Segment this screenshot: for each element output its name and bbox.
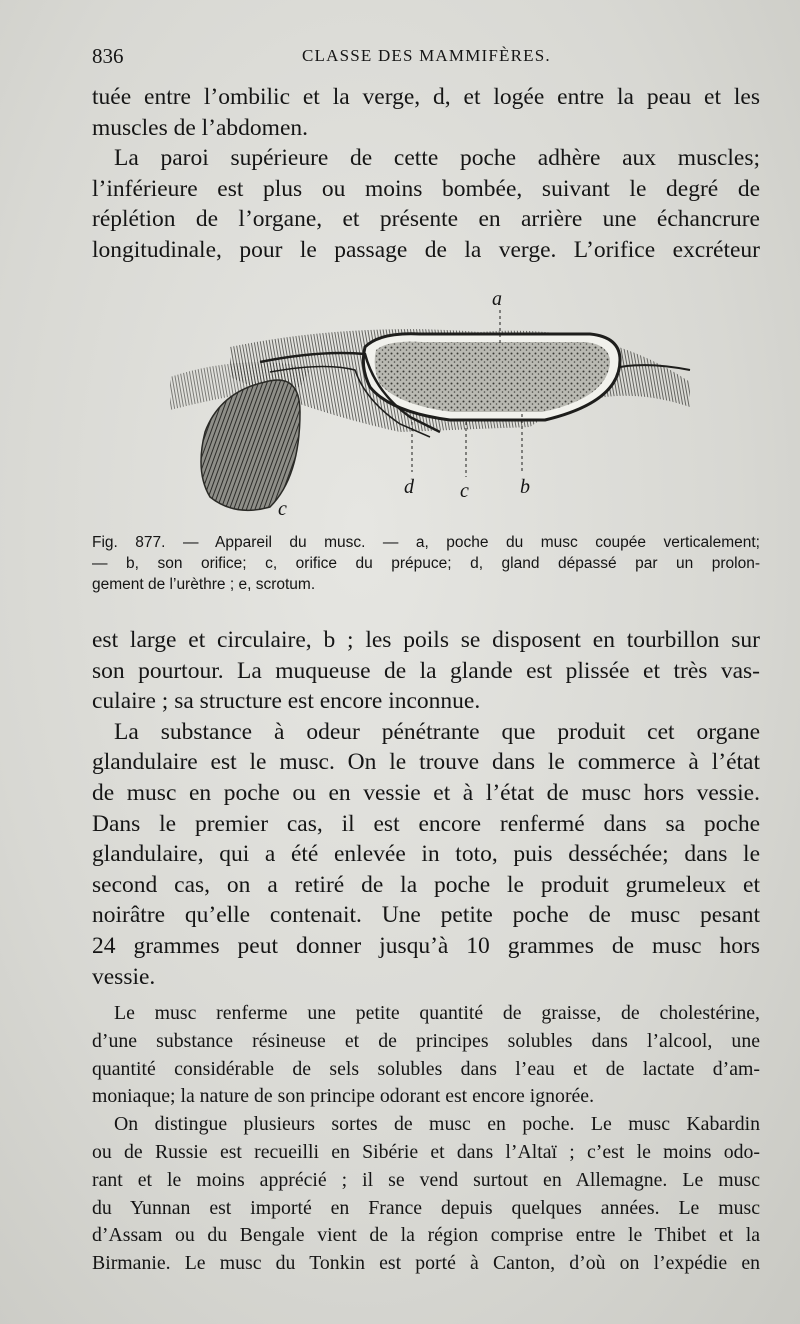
text-line: second cas, on a retiré de la poche le produit grumeleux et	[92, 871, 760, 898]
text-line: Birmanie. Le musc du Tonkin est porté à Canton, d’où on l’expédie en	[92, 1252, 760, 1275]
musk-gland-illustration	[150, 288, 710, 527]
text-line: quantité considérable de sels solubles dans l’eau et de lactate d’am-	[92, 1057, 760, 1080]
text-line: tuée entre l’ombilic et la verge, d, et logée entre la peau et les	[92, 84, 760, 110]
text-line: vessie.	[92, 963, 156, 990]
figure-label-d: d	[404, 476, 414, 498]
text-line: culaire ; sa structure est encore inconnue.	[92, 688, 481, 715]
scrotum-shape	[201, 380, 300, 510]
text-line: l’inférieure est plus ou moins bombée, suivant le degré de	[92, 175, 760, 202]
illustration-svg	[150, 292, 710, 527]
text-block-middle	[92, 625, 760, 992]
caption-line: — b, son orifice; c, orifice du prépuce; d, gland dépassé par un prolon-	[92, 555, 760, 572]
page-number: 836	[92, 44, 124, 68]
caption-line: Fig. 877. — Appareil du musc. — a, poche du musc coupée verticalement;	[92, 534, 760, 551]
text-line: moniaque; la nature de son principe odorant est encore ignorée.	[92, 1085, 595, 1108]
text-line: muscles de l’abdomen.	[92, 114, 309, 141]
text-line: du Yunnan est importé en France depuis quelques années. Le musc	[92, 1196, 760, 1219]
figure-label-c: c	[460, 480, 469, 502]
text-line: glandulaire, qui a été enlevée in toto, puis desséchée; dans le	[92, 841, 760, 868]
text-line: Dans le premier cas, il est encore renfermé dans sa poche	[92, 810, 760, 837]
text-line: réplétion de l’organe, et présente en arrière une échancrure	[92, 206, 760, 233]
running-title: CLASSE DES MAMMIFÈRES.	[302, 46, 551, 65]
text-line: son pourtour. La muqueuse de la glande est plissée et très vas-	[92, 657, 760, 684]
text-block-top	[92, 82, 760, 266]
text-line: d’une substance résineuse et de principes solubles dans l’alcool, une	[92, 1029, 760, 1052]
figure-label-a: a	[492, 288, 502, 310]
text-line: ou de Russie est recueilli en Sibérie et dans l’Altaï ; c’est le moins odo-	[92, 1140, 760, 1163]
text-line: noirâtre qu’elle contenait. Une petite poche de musc pesant	[92, 902, 760, 929]
text-line: longitudinale, pour le passage de la verge. L’orifice excréteur	[92, 236, 760, 263]
caption-line: gement de l’urèthre ; e, scrotum.	[92, 576, 316, 593]
text-line: 24 grammes peut donner jusqu’à 10 grammes de musc hors	[92, 932, 760, 959]
figure-label-e: c	[278, 498, 287, 520]
text-line: d’Assam ou du Bengale vient de la région comprise entre le Thibet et la	[92, 1224, 760, 1247]
text-line: rant et le moins apprécié ; il se vend surtout en Allemagne. Le musc	[92, 1168, 760, 1191]
text-line: est large et circulaire, b ; les poils se disposent en tourbillon sur	[92, 627, 760, 653]
text-line: La substance à odeur pénétrante que produit cet organe	[114, 718, 760, 745]
figure-caption	[92, 532, 760, 595]
text-line: glandulaire est le musc. On le trouve dans le commerce à l’état	[92, 749, 760, 776]
text-line: Le musc renferme une petite quantité de graisse, de cholestérine,	[114, 1002, 760, 1024]
text-line: On distingue plusieurs sortes de musc en poche. Le musc Kabardin	[114, 1113, 760, 1136]
figure-label-b: b	[520, 476, 530, 498]
text-line: La paroi supérieure de cette poche adhère aux muscles;	[114, 145, 760, 172]
musk-pouch-contents	[375, 342, 610, 412]
page-header	[92, 44, 762, 74]
text-block-bottom	[92, 1000, 760, 1278]
text-line: de musc en poche ou en vessie et à l’état de musc hors vessie.	[92, 779, 760, 806]
